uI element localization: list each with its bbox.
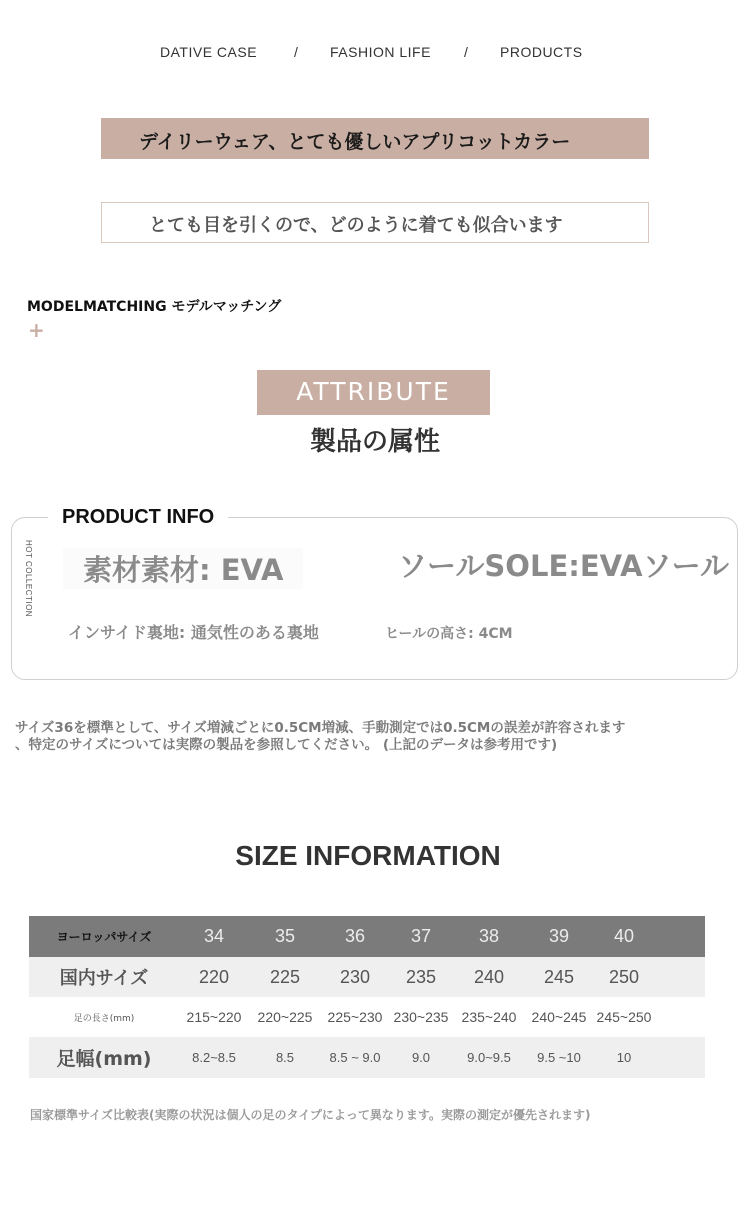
nav-item-products[interactable]: PRODUCTS <box>500 44 583 60</box>
table-cell: 40 <box>613 926 635 946</box>
table-cell: 230~235 <box>393 1009 449 1025</box>
nav-item-fashion-life[interactable]: FASHION LIFE <box>330 44 431 60</box>
table-cell: 240 <box>473 966 505 987</box>
row-label: ヨーロッパサイズ <box>56 930 152 944</box>
size-information-title: SIZE INFORMATION <box>235 840 501 871</box>
table-cell: 215~220 <box>186 1009 242 1025</box>
table-cell: 35 <box>274 926 296 946</box>
table-cell: 235 <box>405 966 437 987</box>
primary-banner-text: デイリーウェア、とても優しいアプリコットカラー <box>139 131 571 153</box>
model-matching-heading: MODELMATCHING モデルマッチング <box>27 299 282 315</box>
plus-icon: + <box>28 318 45 342</box>
row-label: 国内サイズ <box>59 968 149 989</box>
attribute-badge <box>257 370 490 415</box>
size-note-line: 、特定のサイズについては実際の製品を参照してください。 (上記のデータは参考用です) <box>15 737 558 753</box>
table-cell: 240~245 <box>531 1009 587 1025</box>
size-chart-table <box>29 916 705 1078</box>
hot-collection-side-label: HOT COLLECTION <box>24 540 33 618</box>
attribute-subtitle: 製品の属性 <box>309 427 440 457</box>
table-cell: 9.5 ~10 <box>537 1050 581 1065</box>
size-note <box>15 720 745 754</box>
nav-separator: / <box>464 44 469 60</box>
table-cell: 37 <box>410 926 432 946</box>
table-cell: 230 <box>339 966 371 987</box>
lining-spec: インサイド裏地: 通気性のある裏地 <box>68 623 319 642</box>
table-row-foot-width <box>29 1037 705 1078</box>
table-cell: 225 <box>269 966 301 987</box>
table-cell: 34 <box>203 926 225 946</box>
heel-height-spec: ヒールの高さ: 4CM <box>385 626 513 642</box>
table-cell: 8.2~8.5 <box>192 1050 236 1065</box>
row-label: 足の長さ(mm) <box>73 1013 135 1024</box>
top-navigation <box>0 44 750 64</box>
nav-item-dative-case[interactable]: DATIVE CASE <box>160 44 258 60</box>
table-cell: 250 <box>608 966 640 987</box>
table-row-foot-length <box>29 997 705 1037</box>
size-chart-footnote: 国家標準サイズ比較表(実際の状況は個人の足のタイプによって異なります。実際の測定が優先されます) <box>30 1108 591 1122</box>
product-info-card <box>11 517 738 680</box>
sole-spec: ソールSOLE:EVAソール <box>398 549 729 583</box>
table-cell: 10 <box>616 1050 632 1065</box>
table-cell: 8.5 ~ 9.0 <box>329 1050 381 1065</box>
table-cell: 220 <box>198 966 230 987</box>
size-note-line: サイズ36を標準として、サイズ増減ごとに0.5CM増減、手動測定では0.5CMの誤差が許容されます <box>15 720 626 736</box>
secondary-banner <box>101 202 649 243</box>
table-cell: 8.5 <box>275 1050 295 1065</box>
row-label: 足幅(mm) <box>56 1048 152 1070</box>
nav-separator: / <box>294 44 299 60</box>
table-cell: 9.0 <box>411 1050 431 1065</box>
table-cell: 36 <box>344 926 366 946</box>
table-row-domestic-size <box>29 957 705 997</box>
material-spec: 素材素材: EVA <box>63 548 303 589</box>
table-cell: 235~240 <box>461 1009 517 1025</box>
product-info-title: PRODUCT INFO <box>48 506 228 529</box>
attribute-badge-label: ATTRIBUTE <box>296 377 451 406</box>
table-cell: 9.0~9.5 <box>467 1050 511 1065</box>
secondary-banner-text: とても目を引くので、どのように着ても似合います <box>149 215 563 236</box>
table-cell: 245 <box>543 966 575 987</box>
table-cell: 38 <box>478 926 500 946</box>
table-cell: 225~230 <box>327 1009 383 1025</box>
table-cell: 39 <box>548 926 570 946</box>
table-row-eu-size <box>29 916 705 957</box>
table-cell: 245~250 <box>596 1009 652 1025</box>
primary-banner <box>101 118 649 159</box>
table-cell: 220~225 <box>257 1009 313 1025</box>
